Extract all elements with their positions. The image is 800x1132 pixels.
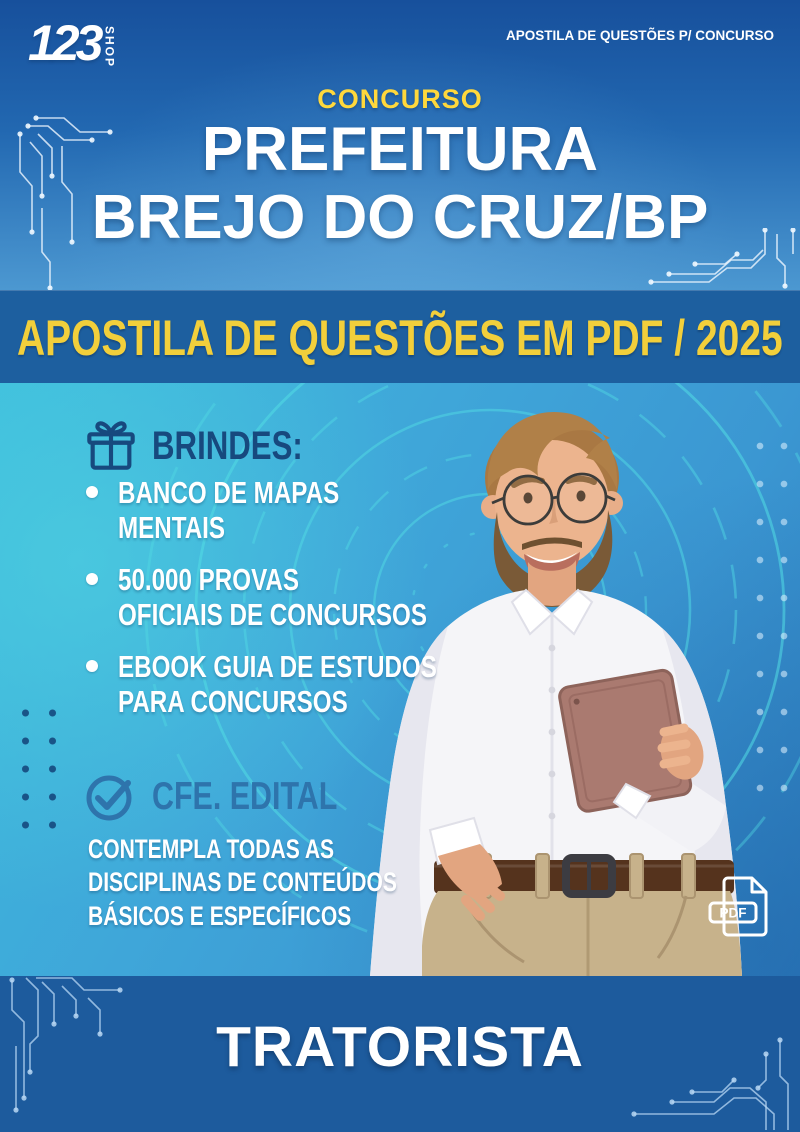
title-line-2: BREJO DO CRUZ/BP bbox=[91, 183, 709, 253]
logo-number: 123 bbox=[28, 15, 100, 71]
freebies-heading bbox=[84, 421, 345, 471]
list-item bbox=[86, 562, 527, 632]
list-item-text: BANCO DE MAPAS MENTAIS bbox=[118, 475, 340, 546]
freebies-list bbox=[86, 475, 527, 736]
edital-heading-label: CFE. EDITAL bbox=[152, 775, 338, 818]
body-section bbox=[0, 383, 800, 976]
pdf-file-icon bbox=[700, 873, 778, 943]
list-item-text: EBOOK GUIA DE ESTUDOS PARA CONCURSOS bbox=[118, 649, 437, 720]
bullet-dot bbox=[86, 573, 98, 585]
edital-heading bbox=[84, 771, 390, 823]
kicker-label: CONCURSO bbox=[317, 84, 483, 114]
list-item-text: 50.000 PROVAS OFICIAIS DE CONCURSOS bbox=[118, 562, 428, 633]
list-item bbox=[86, 649, 527, 719]
list-item bbox=[86, 475, 527, 545]
brand-logo bbox=[28, 15, 117, 71]
freebies-heading-label: BRINDES: bbox=[152, 423, 303, 468]
pdf-badge-label: PDF bbox=[719, 905, 747, 921]
check-circle-icon bbox=[84, 771, 136, 823]
footer-banner bbox=[0, 976, 800, 1132]
dot-grid-decoration bbox=[8, 695, 62, 845]
subtitle-banner bbox=[0, 290, 800, 384]
edital-description: CONTEMPLA TODAS AS DISCIPLINAS DE CONTEÚDOS BÁSICOS E ESPECÍFICOS bbox=[88, 834, 397, 931]
cover-title bbox=[0, 116, 800, 252]
role-title: TRATORISTA bbox=[216, 1015, 584, 1079]
logo-word: SHOP bbox=[102, 26, 117, 69]
bullet-dot bbox=[86, 486, 98, 498]
hero-section bbox=[0, 0, 800, 290]
gift-icon bbox=[84, 421, 138, 471]
top-right-label: APOSTILA DE QUESTÕES P/ CONCURSO bbox=[505, 28, 774, 43]
bullet-dot bbox=[86, 660, 98, 672]
subtitle-banner-label: APOSTILA DE QUESTÕES EM PDF / 2025 bbox=[17, 309, 783, 366]
title-line-1: PREFEITURA bbox=[201, 115, 599, 184]
